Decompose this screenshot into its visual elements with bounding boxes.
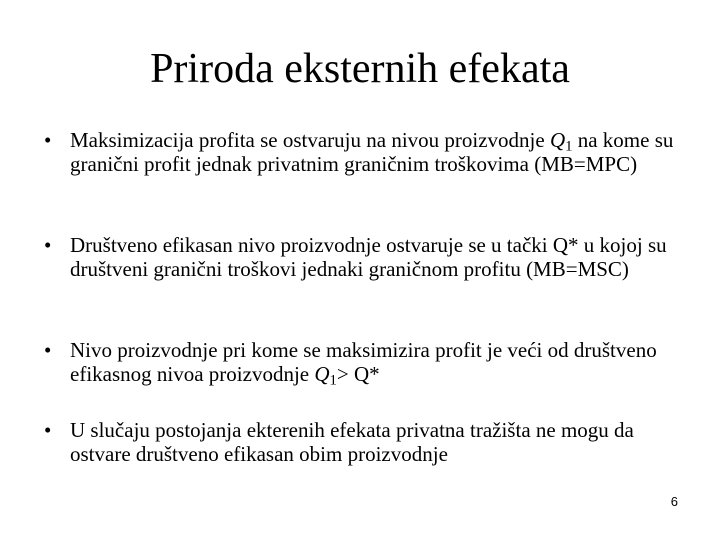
- bullet-text: U slučaju postojanja ekterenih efekata privatna tražišta ne mogu da ostvare društveno efikasan obim proizvodnje: [70, 418, 634, 466]
- bullet-text-part: Nivo proizvodnje pri kome se maksimizira profit je veći od društveno efikasnog nivoa proizvodnje: [70, 338, 657, 386]
- subscript: 1: [329, 372, 337, 389]
- bullet-dot: •: [44, 338, 52, 362]
- bullet-dot: •: [44, 233, 52, 257]
- bullet-text-part: Maksimizacija profita se ostvaruju na nivou proizvodnje: [70, 128, 550, 152]
- subscript: 1: [565, 138, 573, 155]
- variable: Q: [549, 128, 566, 152]
- bullet-item: [44, 418, 684, 466]
- bullet-item: [44, 338, 684, 389]
- bullet-dot: •: [44, 128, 52, 152]
- bullet-text-part: > Q*: [336, 362, 380, 386]
- slide-title: Priroda eksternih efekata: [150, 46, 570, 92]
- bullet-dot: •: [44, 418, 52, 442]
- page-number: 6: [670, 494, 678, 509]
- bullet-text: Društveno efikasan nivo proizvodnje ostvaruje se u tački Q* u kojoj su društveni granični troškovi jednaki graničnom profitu (MB=MSC): [70, 233, 667, 281]
- variable: Q: [314, 362, 330, 386]
- bullet-text: [70, 338, 684, 389]
- bullet-item: [44, 233, 684, 281]
- bullet-text-part: na kome su granični profit jednak privatnim graničnim troškovima (MB=MPC): [70, 128, 674, 176]
- bullet-item: [44, 128, 684, 176]
- bullet-text: [70, 128, 684, 176]
